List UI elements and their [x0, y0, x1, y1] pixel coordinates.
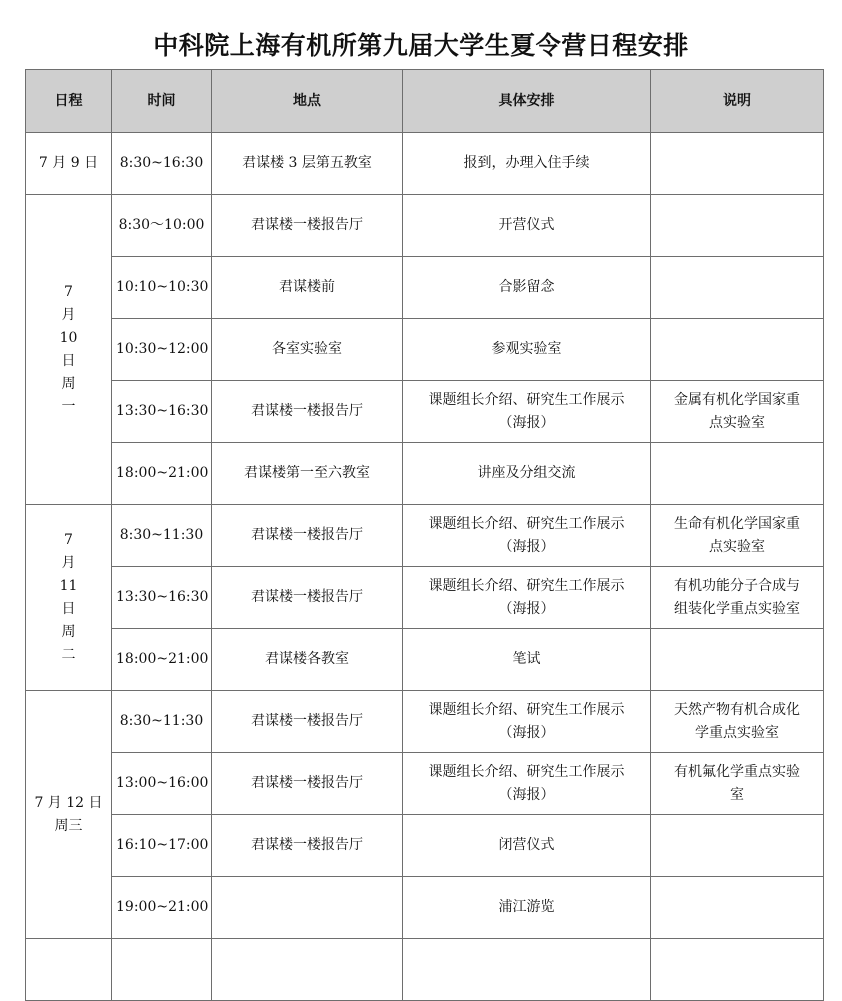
place-cell: 君谋楼 3 层第五教室	[212, 133, 403, 195]
note-line: 点实验室	[709, 538, 765, 555]
note-cell	[651, 133, 824, 195]
note-line: 有机氟化学重点实验	[674, 763, 800, 780]
day-date-line: 周	[61, 375, 76, 392]
place-cell: 君谋楼一楼报告厅	[212, 381, 403, 443]
day-date-line: 日	[61, 600, 76, 617]
activity-cell	[403, 133, 651, 195]
activity-line: 报到，办理入住手续	[463, 155, 590, 171]
schedule-row	[26, 691, 824, 753]
time-cell: 18:00~21:00	[112, 629, 212, 691]
empty-cell	[212, 939, 403, 1001]
header-activity: 具体安排	[403, 70, 651, 133]
note-line: 室	[730, 786, 744, 803]
place-cell: 君谋楼一楼报告厅	[212, 815, 403, 877]
activity-line: 闭营仪式	[498, 837, 555, 853]
note-line: 生命有机化学国家重	[674, 515, 800, 532]
activity-cell	[403, 753, 651, 815]
time-cell: 13:30~16:30	[112, 567, 212, 629]
activity-line: 课题组长介绍、研究生工作展示	[428, 391, 625, 408]
schedule-row	[26, 505, 824, 567]
table-bottom-row	[26, 939, 824, 1001]
activity-cell	[403, 319, 651, 381]
day-date-line: 周三	[54, 817, 83, 834]
time-cell: 13:00~16:00	[112, 753, 212, 815]
note-cell	[651, 257, 824, 319]
day-date-line: 7 月 9 日	[38, 155, 99, 171]
day-date-cell	[26, 133, 112, 195]
activity-line: 笔试	[512, 651, 541, 667]
time-cell: 10:30~12:00	[112, 319, 212, 381]
empty-cell	[26, 939, 112, 1001]
day-date-line: 11	[59, 577, 78, 594]
schedule-row	[26, 877, 824, 939]
activity-line: 课题组长介绍、研究生工作展示	[428, 763, 625, 780]
activity-line: （海报）	[498, 786, 555, 803]
place-cell	[212, 877, 403, 939]
note-cell	[651, 505, 824, 567]
day-date-cell	[26, 195, 112, 505]
place-cell: 君谋楼各教室	[212, 629, 403, 691]
activity-cell	[403, 195, 651, 257]
schedule-row	[26, 443, 824, 505]
schedule-row	[26, 567, 824, 629]
activity-line: （海报）	[498, 724, 555, 741]
place-cell: 君谋楼前	[212, 257, 403, 319]
time-cell: 8:30~11:30	[112, 505, 212, 567]
schedule-row	[26, 815, 824, 877]
time-cell: 19:00~21:00	[112, 877, 212, 939]
note-line: 天然产物有机合成化	[674, 701, 800, 718]
time-cell: 18:00~21:00	[112, 443, 212, 505]
schedule-row	[26, 753, 824, 815]
note-cell	[651, 319, 824, 381]
activity-line: 合影留念	[498, 279, 555, 295]
day-date-line: 7	[64, 283, 73, 300]
note-line: 金属有机化学国家重	[674, 391, 800, 408]
note-line: 点实验室	[709, 414, 765, 431]
day-date-line: 10	[59, 329, 78, 346]
schedule-row	[26, 381, 824, 443]
note-line: 学重点实验室	[695, 724, 779, 741]
schedule-row	[26, 629, 824, 691]
header-date: 日程	[26, 70, 112, 133]
schedule-row	[26, 257, 824, 319]
schedule-table	[25, 69, 824, 1001]
activity-cell	[403, 691, 651, 753]
activity-line: 课题组长介绍、研究生工作展示	[428, 701, 625, 718]
note-cell	[651, 381, 824, 443]
schedule-body	[26, 133, 824, 1001]
place-cell: 君谋楼一楼报告厅	[212, 753, 403, 815]
header-time: 时间	[112, 70, 212, 133]
time-cell: 8:30~16:30	[112, 133, 212, 195]
schedule-row	[26, 319, 824, 381]
activity-line: （海报）	[498, 538, 555, 555]
activity-cell	[403, 567, 651, 629]
activity-line: 课题组长介绍、研究生工作展示	[428, 577, 625, 594]
place-cell: 君谋楼第一至六教室	[212, 443, 403, 505]
day-date-line: 7 月 12 日	[34, 794, 103, 811]
time-cell: 8:30~11:30	[112, 691, 212, 753]
activity-cell	[403, 629, 651, 691]
activity-line: 开营仪式	[498, 217, 555, 233]
activity-line: 参观实验室	[491, 341, 562, 357]
time-cell: 10:10~10:30	[112, 257, 212, 319]
time-cell: 16:10~17:00	[112, 815, 212, 877]
note-line: 组装化学重点实验室	[674, 600, 800, 617]
note-cell	[651, 877, 824, 939]
header-place: 地点	[212, 70, 403, 133]
activity-line: 讲座及分组交流	[477, 465, 576, 481]
empty-cell	[403, 939, 651, 1001]
empty-cell	[112, 939, 212, 1001]
time-cell: 13:30~16:30	[112, 381, 212, 443]
place-cell: 君谋楼一楼报告厅	[212, 195, 403, 257]
day-date-line: 日	[61, 352, 76, 369]
activity-line: 浦江游览	[498, 899, 555, 915]
note-line: 有机功能分子合成与	[674, 577, 800, 594]
activity-cell	[403, 443, 651, 505]
note-cell	[651, 629, 824, 691]
header-note: 说明	[651, 70, 824, 133]
activity-cell	[403, 815, 651, 877]
place-cell: 君谋楼一楼报告厅	[212, 567, 403, 629]
schedule-row	[26, 133, 824, 195]
place-cell: 君谋楼一楼报告厅	[212, 505, 403, 567]
header-row	[26, 70, 824, 133]
note-cell	[651, 195, 824, 257]
note-cell	[651, 567, 824, 629]
activity-cell	[403, 381, 651, 443]
place-cell: 君谋楼一楼报告厅	[212, 691, 403, 753]
activity-line: （海报）	[498, 600, 555, 617]
note-cell	[651, 753, 824, 815]
place-cell: 各室实验室	[212, 319, 403, 381]
day-date-line: 周	[61, 623, 76, 640]
page-title: 中科院上海有机所第九届大学生夏令营日程安排	[153, 31, 689, 60]
activity-cell	[403, 505, 651, 567]
note-cell	[651, 815, 824, 877]
day-date-line: 月	[61, 554, 76, 571]
schedule-row	[26, 195, 824, 257]
note-cell	[651, 691, 824, 753]
note-cell	[651, 443, 824, 505]
day-date-line: 二	[61, 646, 76, 663]
activity-cell	[403, 877, 651, 939]
activity-line: 课题组长介绍、研究生工作展示	[428, 515, 625, 532]
day-date-cell	[26, 505, 112, 691]
empty-cell	[651, 939, 824, 1001]
activity-line: （海报）	[498, 414, 555, 431]
day-date-line: 月	[61, 306, 76, 323]
time-cell: 8:30～10:00	[112, 195, 212, 257]
day-date-line: 7	[64, 531, 73, 548]
activity-cell	[403, 257, 651, 319]
day-date-line: 一	[61, 398, 76, 415]
day-date-cell	[26, 691, 112, 939]
